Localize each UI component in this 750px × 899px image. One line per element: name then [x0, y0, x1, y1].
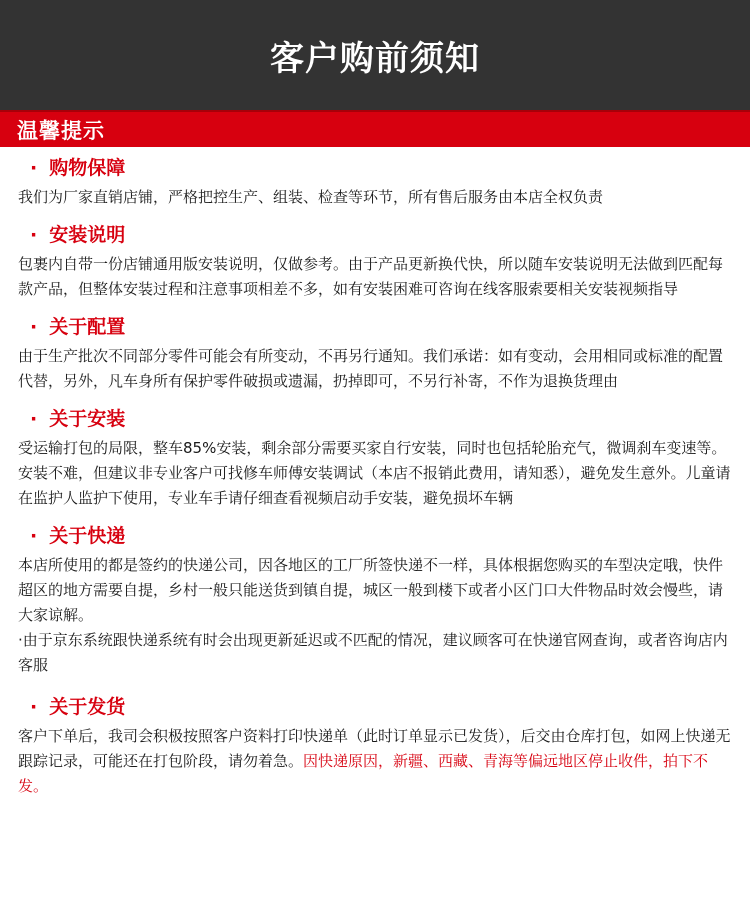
bullet-icon: · — [30, 408, 38, 430]
section-title: · 关于发货 — [30, 696, 126, 718]
bullet-icon: · — [30, 157, 38, 179]
tips-banner-label: 温馨提示 — [17, 118, 105, 143]
section-text: 包裹内自带一份店铺通用版安装说明，仅做参考。由于产品更新换代快，所以随车安装说明无法做到匹配每款产品，但整体安装过程和注意事项相差不多，如有安装困难可咨询在线客服索要相关安装视频指导 — [18, 255, 724, 298]
section-configuration — [18, 310, 732, 394]
section-title: · 安装说明 — [30, 224, 126, 246]
section-title: · 关于配置 — [30, 316, 126, 338]
bullet-icon: · — [30, 525, 38, 547]
section-title: · 购物保障 — [30, 157, 126, 179]
section-installation-guide — [18, 218, 732, 302]
section-shipping — [18, 690, 732, 799]
notice-content — [0, 147, 750, 799]
section-text: 受运输打包的局限，整车85%安装，剩余部分需要买家自行安装，同时也包括轮胎充气，微调刹车变速等。安装不难，但建议非专业客户可找修车师傅安装调试（本店不报销此费用，请知悉），避免发生意外。儿童请在监护人监护下使用，专业车手请仔细查看视频启动手安装，避免损坏车辆 — [18, 439, 731, 507]
bullet-icon: · — [30, 316, 38, 338]
section-text: 我们为厂家直销店铺，严格把控生产、组装、检查等环节，所有售后服务由本店全权负责 — [18, 188, 604, 206]
page-header — [0, 0, 750, 110]
bullet-icon: · — [30, 696, 38, 718]
page-title: 客户购前须知 — [270, 38, 480, 79]
section-text: 由于生产批次不同部分零件可能会有所变动，不再另行通知。我们承诺：如有变动，会用相同或标准的配置代替，另外，凡车身所有保护零件破损或遗漏，扔掉即可，不另行补寄，不作为退换货理由 — [18, 347, 724, 390]
section-title: · 关于快递 — [30, 525, 126, 547]
section-assembly — [18, 402, 732, 511]
section-purchase-guarantee — [18, 147, 732, 210]
shipping-warning: 因快递原因，新疆、西藏、青海等偏远地区停止收件，拍下不发。 — [18, 752, 709, 795]
tips-banner — [0, 110, 750, 147]
section-title: · 关于安装 — [30, 408, 126, 430]
section-text: 本店所使用的都是签约的快递公司，因各地区的工厂所签快递不一样，具体根据您购买的车型决定哦，快件超区的地方需要自提，乡村一般只能送货到镇自提，城区一般到楼下或者小区门口大件物品时效会慢些，请大家谅解。 — [18, 556, 724, 624]
section-delivery — [18, 519, 732, 678]
shipping-text: 客户下单后，我司会积极按照客户资料打印快递单（此时订单显示已发货），后交由仓库打包，如网上快递无跟踪记录，可能还在打包阶段，请勿着急。 — [18, 727, 731, 770]
bullet-icon: · — [30, 224, 38, 246]
section-text — [18, 724, 732, 799]
section-text-note: ·由于京东系统跟快递系统有时会出现更新延迟或不匹配的情况，建议顾客可在快递官网查询，或者咨询店内客服 — [18, 631, 728, 674]
